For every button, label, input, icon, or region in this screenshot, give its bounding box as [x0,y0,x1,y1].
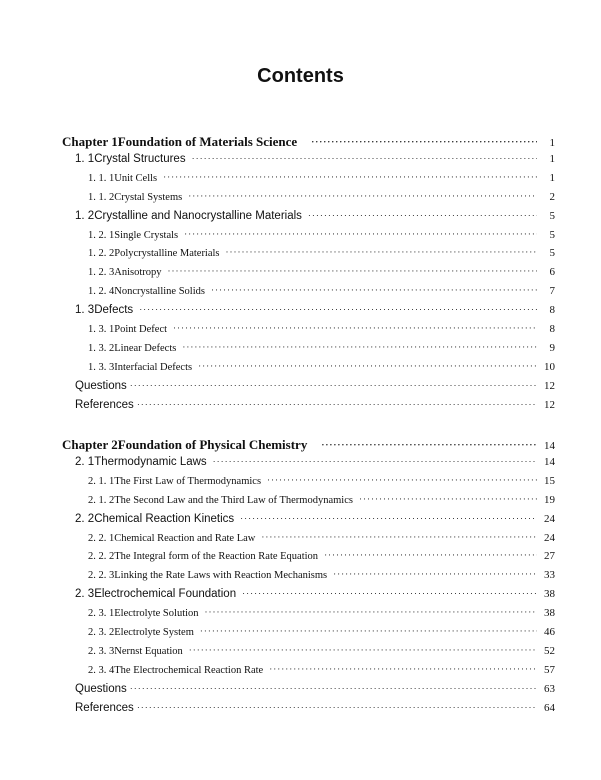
dot-leader [321,440,537,450]
dot-leader [184,229,537,239]
dot-leader [311,137,537,147]
subsection-entry-page-number: 10 [544,360,555,373]
subsection-entry-number: 2. 1. 1 [88,475,115,487]
chapter-heading[interactable] [62,437,555,455]
subsection-entry-page-number: 57 [544,663,555,676]
chapter-heading-title: Foundation of Materials Science [117,134,298,149]
subsection-entry-number: 1. 3. 2 [88,342,115,354]
dot-leader [240,513,537,523]
subsection-entry-page-number: 24 [544,531,555,544]
section-entry-number: 1. 3 [75,304,95,317]
dot-leader [205,607,537,617]
section-entry-title: Electrochemical Foundation [94,588,237,601]
section-entry[interactable] [75,304,555,322]
dot-leader [213,456,537,466]
subsection-entry-title: Linear Defects [114,342,177,354]
dot-leader [242,588,537,598]
references-entry[interactable] [75,702,555,720]
subsection-entry-title: Noncrystalline Solids [114,286,205,298]
dot-leader [211,285,537,295]
section-entry-number: 1. 1 [75,152,95,165]
subsection-entry-title: Crystal Systems [114,191,183,203]
subsection-entry-page-number: 46 [544,626,555,638]
dot-leader [182,342,537,352]
page-title: Contents [257,65,344,87]
questions-entry-page-number: 12 [544,379,555,392]
chapter-heading-page-number: 14 [544,440,555,452]
subsection-entry-title: Interfacial Defects [114,361,193,373]
subsection-entry-number: 1. 2. 4 [88,286,115,298]
questions-entry[interactable] [75,380,555,398]
references-entry-page-number: 64 [544,701,555,714]
subsection-entry[interactable] [88,361,555,379]
subsection-entry-number: 2. 3. 3 [88,645,115,657]
chapter-heading[interactable] [62,134,555,152]
subsection-entry-title: The Electrochemical Reaction Rate [114,664,264,676]
subsection-entry-page-number: 6 [549,266,555,279]
subsection-entry[interactable] [88,247,555,265]
references-entry-title: References [75,398,134,411]
dot-leader [324,550,537,560]
chapter-heading-number: Chapter 2 [62,437,118,452]
subsection-entry-page-number: 5 [549,228,555,241]
section-entry[interactable] [75,588,555,606]
subsection-entry-page-number: 2 [549,190,555,203]
subsection-entry[interactable] [88,532,555,550]
subsection-entry-page-number: 27 [544,550,555,563]
chapter-heading-page-number: 1 [549,137,555,149]
subsection-entry-number: 2. 2. 3 [88,570,115,582]
dot-leader [267,475,537,485]
references-entry-page-number: 12 [544,398,555,411]
section-entry-title: Crystal Structures [94,152,186,165]
section-entry[interactable] [75,210,555,228]
subsection-entry-title: Single Crystals [114,229,179,241]
subsection-entry-page-number: 7 [549,285,555,298]
subsection-entry-title: Anisotropy [114,267,162,279]
subsection-entry-number: 2. 2. 2 [88,551,115,563]
section-entry[interactable] [75,513,555,531]
subsection-entry-title: Linking the Rate Laws with Reaction Mechanisms [114,570,328,582]
dot-leader [130,380,537,390]
section-entry-page-number: 14 [544,455,555,468]
chapter-heading-number: Chapter 1 [62,134,118,149]
dot-leader [359,494,537,504]
subsection-entry-title: Chemical Reaction and Rate Law [114,532,256,544]
section-entry-number: 2. 2 [75,512,95,525]
subsection-entry-number: 2. 3. 4 [88,664,115,676]
subsection-entry-number: 1. 2. 1 [88,229,115,241]
subsection-entry-page-number: 8 [549,323,555,335]
subsection-entry-title: Electrolyte Solution [114,608,199,620]
subsection-entry-title: The First Law of Thermodynamics [114,475,262,487]
subsection-entry-title: Unit Cells [114,172,158,184]
subsection-entry-title: Point Defect [114,324,168,335]
subsection-entry-number: 2. 1. 2 [88,494,115,506]
questions-entry-title: Questions [75,682,127,695]
subsection-entry-number: 1. 1. 2 [88,191,115,203]
dot-leader [198,361,537,371]
subsection-entry-number: 1. 2. 3 [88,267,115,279]
subsection-entry-page-number: 5 [549,247,555,260]
subsection-entry-page-number: 33 [544,569,555,582]
dot-leader [226,247,537,257]
section-entry-title: Crystalline and Nanocrystalline Materials [94,209,302,222]
subsection-entry[interactable] [88,645,555,663]
dot-leader [189,645,537,655]
references-entry-title: References [75,701,134,714]
subsection-entry-number: 1. 3. 3 [88,361,115,373]
dot-leader [168,266,538,276]
subsection-entry-number: 1. 2. 2 [88,248,115,260]
section-entry-page-number: 8 [549,304,555,317]
subsection-entry-title: Nernst Equation [114,645,183,657]
references-entry[interactable] [75,399,555,417]
questions-entry-title: Questions [75,379,127,392]
dot-leader [130,683,537,693]
subsection-entry-number: 2. 2. 1 [88,532,115,544]
section-entry-title: Thermodynamic Laws [94,455,207,468]
section-entry-number: 1. 2 [75,209,95,222]
section-entry-number: 2. 1 [75,455,95,468]
dot-leader [137,702,537,712]
section-entry[interactable] [75,456,555,474]
subsection-entry[interactable] [88,626,555,644]
subsection-entry-title: The Second Law and the Third Law of Thermodynamics [114,494,353,506]
dot-leader [192,153,537,163]
subsection-entry-number: 2. 3. 2 [88,627,115,638]
subsection-entry[interactable] [88,494,555,512]
subsection-entry-page-number: 9 [549,341,555,354]
section-entry-page-number: 24 [544,512,555,525]
dot-leader [163,172,537,182]
subsection-entry[interactable] [88,607,555,625]
dot-leader [200,626,537,636]
subsection-entry[interactable] [88,285,555,303]
subsection-entry[interactable] [88,191,555,209]
dot-leader [137,399,537,409]
section-entry-number: 2. 3 [75,588,95,601]
subsection-entry-title: Electrolyte System [114,627,194,638]
section-entry-page-number: 38 [544,588,555,601]
dot-leader [188,191,537,201]
questions-entry[interactable] [75,683,555,701]
subsection-entry-page-number: 19 [544,493,555,506]
subsection-entry-page-number: 52 [544,644,555,657]
subsection-entry-title: Polycrystalline Materials [114,248,220,260]
subsection-entry-page-number: 1 [549,171,555,184]
subsection-entry[interactable] [88,475,555,493]
subsection-entry-page-number: 38 [544,607,555,620]
subsection-entry-number: 1. 1. 1 [88,172,115,184]
section-entry-title: Chemical Reaction Kinetics [94,512,235,525]
dot-leader [308,210,537,220]
questions-entry-page-number: 63 [544,682,555,695]
section-entry-page-number: 1 [549,152,555,165]
subsection-entry-number: 2. 3. 1 [88,608,115,620]
dot-leader [139,304,537,314]
subsection-entry[interactable] [88,569,555,587]
subsection-entry[interactable] [88,172,555,190]
dot-leader [269,664,537,674]
section-entry-page-number: 5 [549,209,555,222]
dot-leader [261,532,537,542]
subsection-entry-number: 1. 3. 1 [88,324,115,335]
subsection-entry[interactable] [88,664,555,682]
subsection-entry[interactable] [88,229,555,247]
dot-leader [333,569,537,579]
subsection-entry-title: The Integral form of the Reaction Rate Equation [114,551,319,563]
subsection-entry[interactable] [88,323,555,341]
dot-leader [173,323,537,333]
chapter-heading-title: Foundation of Physical Chemistry [117,437,308,452]
subsection-entry[interactable] [88,342,555,360]
section-entry-title: Defects [94,304,134,317]
subsection-entry[interactable] [88,550,555,568]
subsection-entry[interactable] [88,266,555,284]
subsection-entry-page-number: 15 [544,474,555,487]
section-entry[interactable] [75,153,555,171]
